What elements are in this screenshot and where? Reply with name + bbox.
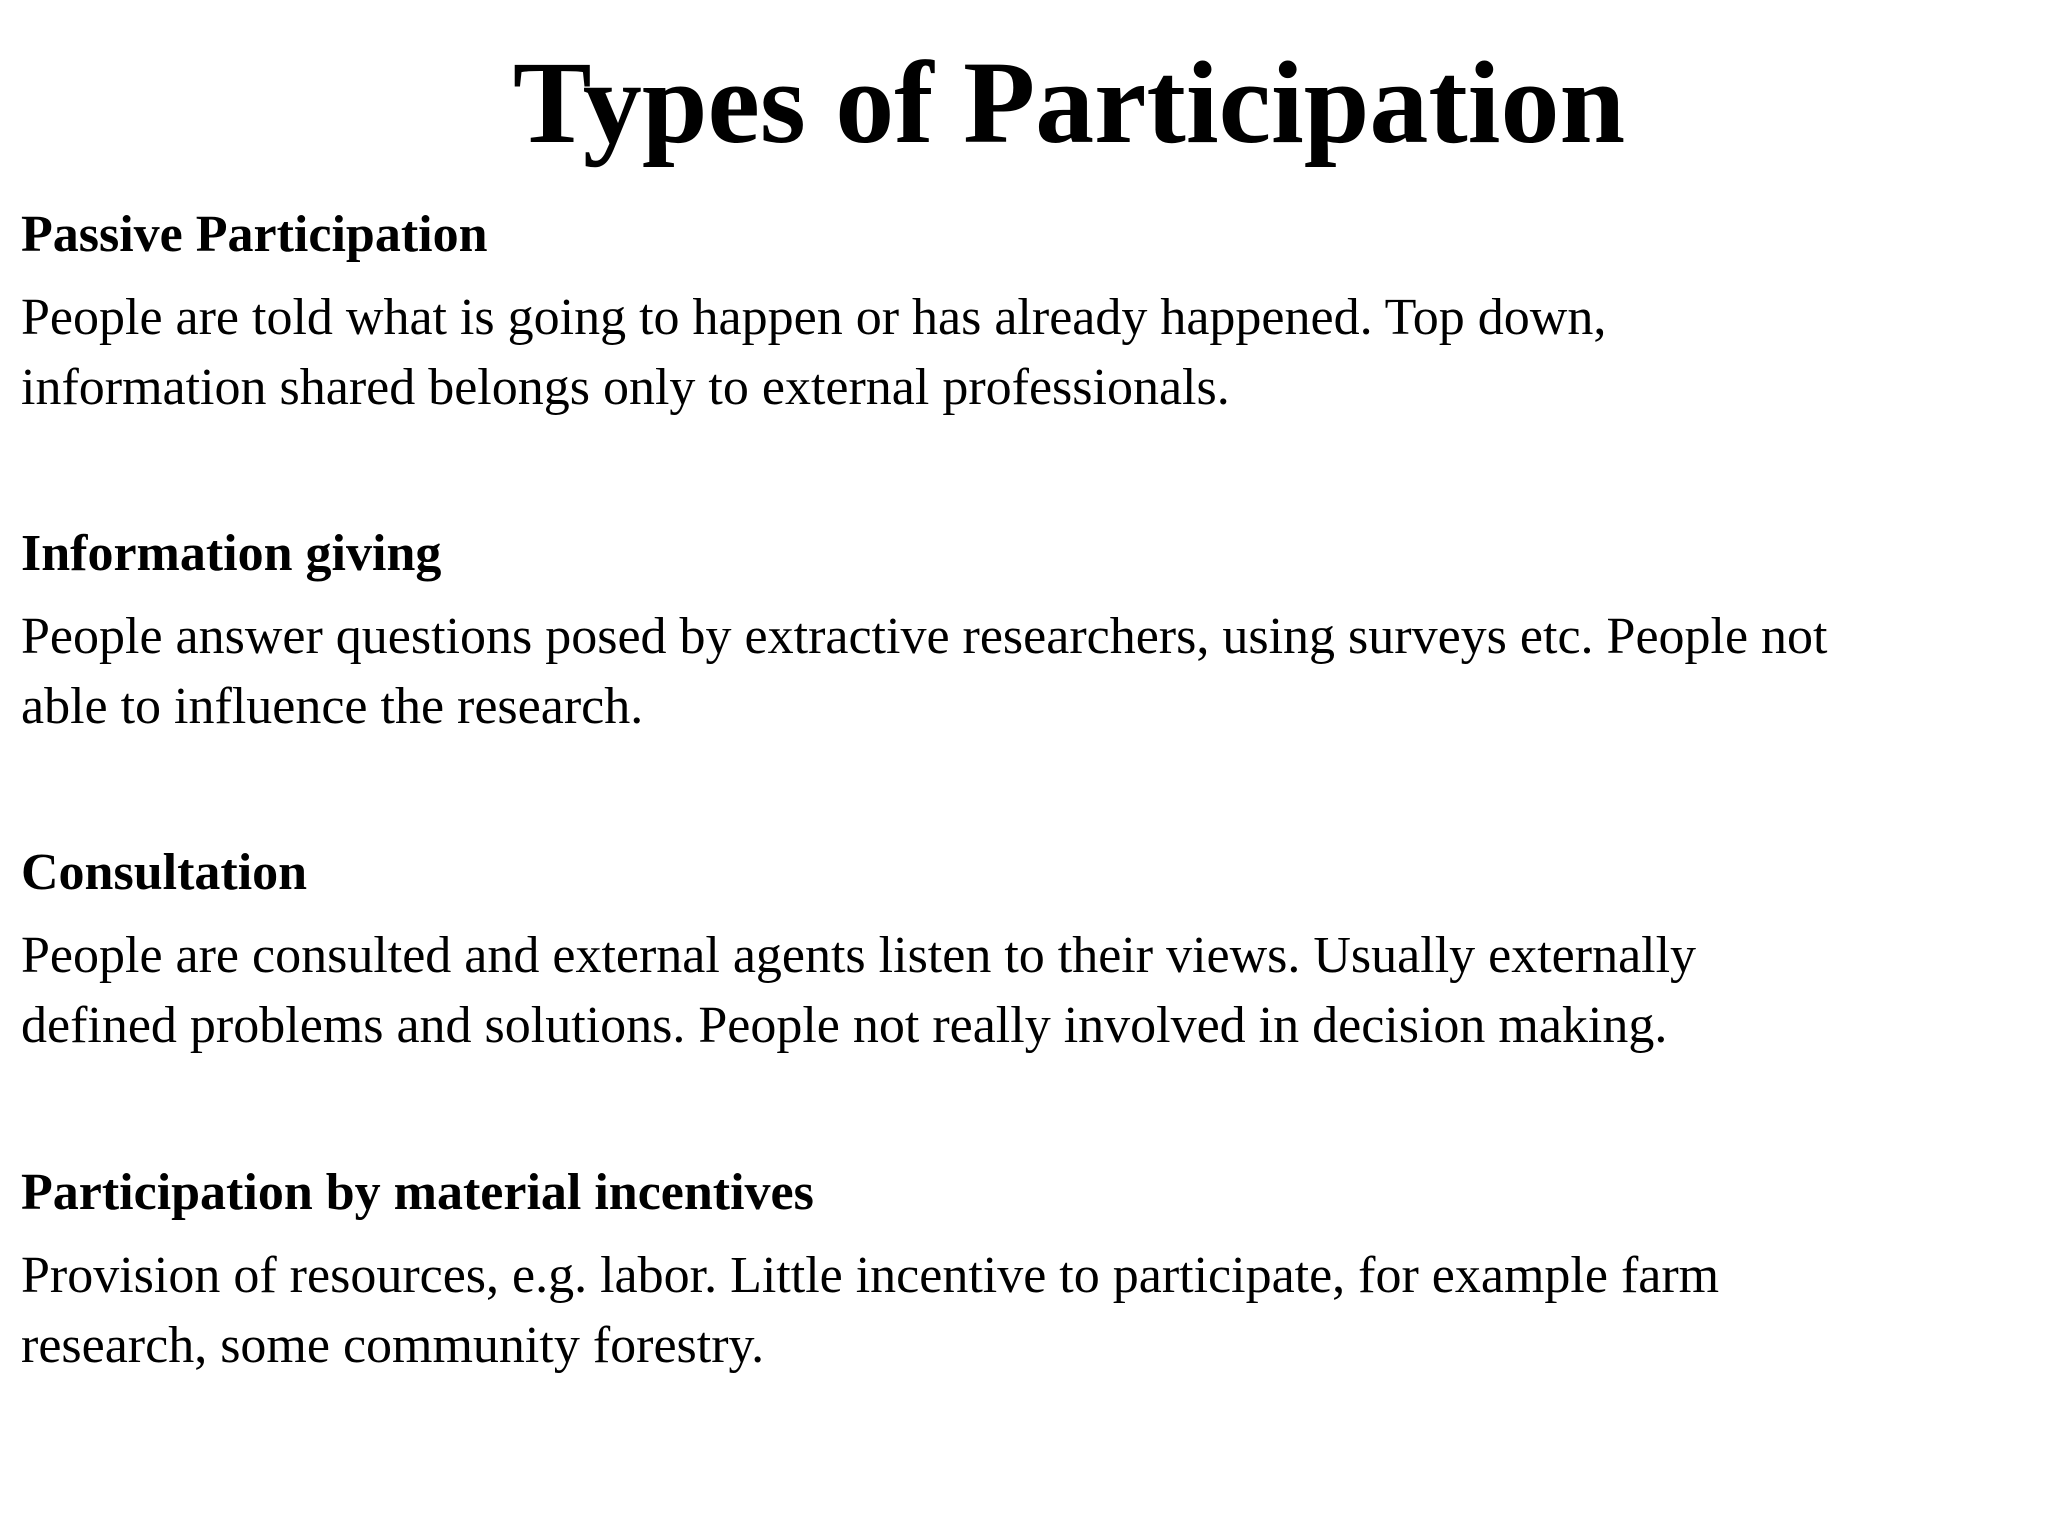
section-passive-participation: [21, 205, 2031, 423]
description-line: People answer questions posed by extractive researchers, using surveys etc. People not: [21, 608, 1828, 665]
section-heading: Information giving: [21, 525, 442, 582]
description-line: information shared belongs only to external professionals.: [21, 359, 1230, 416]
description-line: research, some community forestry.: [21, 1317, 765, 1374]
section-consultation: [21, 843, 2031, 1061]
section-heading: Participation by material incentives: [21, 1164, 814, 1221]
section-description: [21, 283, 2031, 423]
description-line: defined problems and solutions. People not really involved in decision making.: [21, 997, 1668, 1054]
section-heading: Passive Participation: [21, 206, 488, 263]
description-line: Provision of resources, e.g. labor. Little incentive to participate, for example farm: [21, 1247, 1720, 1304]
section-material-incentives: [21, 1163, 2031, 1381]
section-information-giving: [21, 524, 2031, 742]
section-description: [21, 602, 2031, 742]
section-description: [21, 1241, 2031, 1381]
description-line: People are consulted and external agents listen to their views. Usually externally: [21, 927, 1697, 984]
section-heading: Consultation: [21, 844, 308, 901]
description-line: People are told what is going to happen or has already happened. Top down,: [21, 289, 1607, 346]
description-line: able to influence the research.: [21, 678, 644, 735]
page-title: Types of Participation: [512, 37, 1626, 168]
section-description: [21, 921, 2031, 1061]
